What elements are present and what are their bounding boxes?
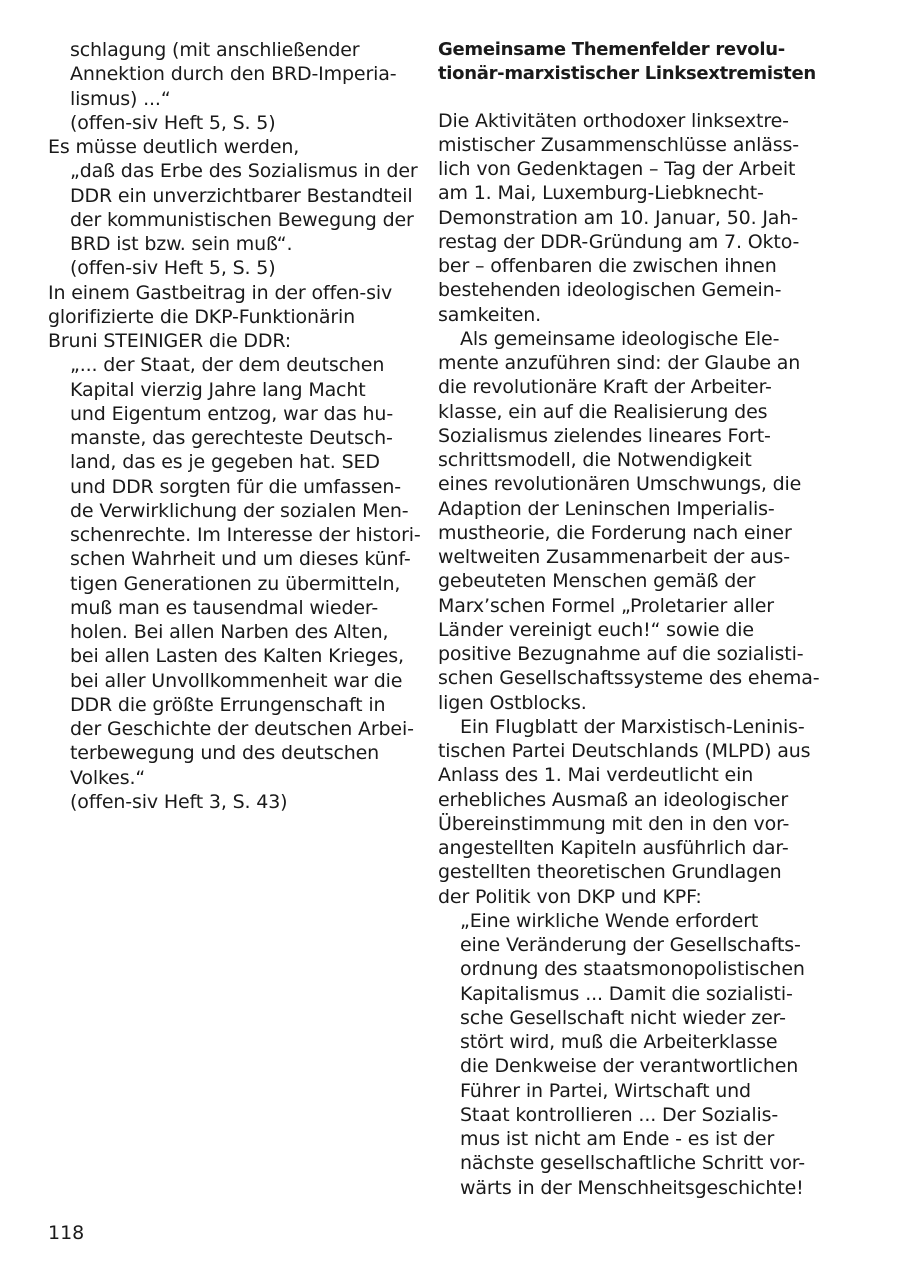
left-column-line: BRD ist bzw. sein muß“. [70, 233, 293, 255]
right-column-line: gebeuteten Menschen gemäß der [438, 570, 756, 593]
left-column-line: (offen-siv Heft 3, S. 43) [70, 790, 288, 813]
left-column-line: holen. Bei allen Narben des Alten, [70, 621, 389, 643]
right-column-line: Übereinstimmung mit den in den vor- [438, 812, 790, 835]
right-column-line: ber – offenbaren die zwischen ihnen [438, 255, 777, 277]
left-column-line: tigen Generationen zu übermitteln, [70, 572, 401, 595]
left-column-line: Es müsse deutlich werden, [48, 136, 300, 158]
right-column-line: positive Bezugnahme auf die sozialisti- [438, 643, 804, 665]
left-column-line: bei aller Unvollkommenheit war die [70, 669, 403, 692]
right-column-line: Anlass des 1. Mai verdeutlicht ein [438, 764, 754, 787]
right-column-line: mustheorie, die Forderung nach einer [438, 521, 792, 544]
right-column-line: klasse, ein auf die Realisierung des [438, 400, 768, 423]
right-column-line: Führer in Partei, Wirtschaft und [460, 1079, 751, 1102]
left-column-line: Volkes.“ [70, 766, 146, 789]
right-column-line: Demonstration am 10. Januar, 50. Jah- [438, 206, 798, 229]
section-heading-line: Gemeinsame Themenfelder revolu- [438, 39, 785, 60]
left-column-line: schenrechte. Im Interesse der histori- [70, 524, 421, 546]
left-column-line: Annektion durch den BRD-Imperia- [70, 63, 397, 86]
left-column-line: terbewegung und des deutschen [70, 742, 380, 765]
right-column-line: mente anzuführen sind: der Glaube an [438, 352, 801, 374]
right-column-line: Sozialismus zielendes lineares Fort- [438, 424, 771, 447]
left-column-line: In einem Gastbeitrag in der offen-siv [48, 281, 393, 304]
right-column-line: Marx’schen Formel „Proletarier aller [438, 594, 774, 617]
left-column-line: Kapital vierzig Jahre lang Macht [70, 378, 366, 401]
left-column-line: land, das es je gegeben hat. SED [70, 451, 380, 474]
right-column-line: mistischer Zusammenschlüsse anläss- [438, 133, 799, 156]
right-column-line: „Eine wirkliche Wende erfordert [460, 909, 759, 932]
right-column-line: weltweiten Zusammenarbeit der aus- [438, 546, 790, 568]
right-column-line: am 1. Mai, Luxemburg-Liebknecht- [438, 182, 764, 205]
right-column-line: eine Veränderung der Gesellschafts- [460, 934, 801, 956]
right-column-line: stört wird, muß die Arbeiterklasse [460, 1031, 778, 1053]
left-column-line: der Geschichte der deutschen Arbei- [70, 718, 414, 740]
section-heading [438, 38, 816, 87]
right-column-line: ligen Ostblocks. [438, 691, 587, 714]
right-column [438, 38, 820, 1200]
left-column-line: „... der Staat, der dem deutschen [70, 354, 385, 377]
left-column-line: muß man es tausendmal wieder- [70, 596, 379, 619]
left-column-line: lismus) ...“ [70, 87, 171, 110]
right-column-line: samkeiten. [438, 303, 542, 326]
right-column-line: restag der DDR-Gründung am 7. Okto- [438, 230, 800, 253]
left-column-line: DDR die größte Errungenschaft in [70, 693, 386, 716]
left-column [48, 38, 421, 814]
left-column-line: der kommunistischen Bewegung der [70, 208, 414, 231]
right-column-line: der Politik von DKP und KPF: [438, 885, 702, 908]
left-column-line: schen Wahrheit und um dieses künf- [70, 548, 411, 571]
right-column-line: Ein Flugblatt der Marxistisch-Leninis- [460, 715, 805, 738]
left-column-line: (offen-siv Heft 5, S. 5) [70, 257, 276, 280]
left-column-line: DDR ein unverzichtbarer Bestandteil [70, 184, 413, 207]
right-column-line: Staat kontrollieren ... Der Sozialis- [460, 1103, 779, 1126]
right-column-line: mus ist nicht am Ende - es ist der [460, 1128, 775, 1150]
left-column-line: manste, das gerechteste Deutsch- [70, 427, 393, 449]
right-column-line: gestellten theoretischen Grundlagen [438, 861, 782, 884]
right-column-line: Länder vereinigt euch!“ sowie die [438, 618, 754, 641]
right-column-line: eines revolutionären Umschwungs, die [438, 473, 802, 496]
page-number: 118 [48, 1222, 85, 1244]
left-column-line: schlagung (mit anschließender [70, 39, 360, 61]
right-column-line: sche Gesellschaft nicht wieder zer- [460, 1006, 786, 1029]
left-column-line: und DDR sorgten für die umfassen- [70, 475, 401, 498]
right-column-line: angestellten Kapiteln ausführlich dar- [438, 837, 789, 859]
left-column-line: Bruni STEINIGER die DDR: [48, 330, 292, 352]
right-column-line: die revolutionäre Kraft der Arbeiter- [438, 376, 772, 399]
left-column-line: glorifizierte die DKP-Funktionärin [48, 305, 356, 328]
right-column-line: lich von Gedenktagen – Tag der Arbeit [438, 158, 796, 180]
left-column-line: (offen-siv Heft 5, S. 5) [70, 111, 276, 134]
left-column-line: de Verwirklichung der sozialen Men- [70, 499, 409, 522]
right-column-line: bestehenden ideologischen Gemein- [438, 279, 782, 302]
right-column-line: Adaption der Leninschen Imperialis- [438, 497, 775, 520]
right-column-line: Kapitalismus ... Damit die sozialisti- [460, 982, 793, 1005]
left-column-line: „daß das Erbe des Sozialismus in der [70, 160, 418, 183]
right-column-line: erhebliches Ausmaß an ideologischer [438, 788, 788, 811]
left-column-line: und Eigentum entzog, war das hu- [70, 402, 394, 425]
right-column-line: tischen Partei Deutschlands (MLPD) aus [438, 740, 811, 762]
right-body [438, 109, 820, 1200]
right-column-line: Als gemeinsame ideologische Ele- [460, 327, 780, 350]
right-column-line: Die Aktivitäten orthodoxer linksextre- [438, 109, 789, 132]
left-column-line: bei allen Lasten des Kalten Krieges, [70, 645, 404, 668]
right-column-line: nächste gesellschaftliche Schritt vor- [460, 1152, 805, 1175]
right-column-line: wärts in der Menschheitsgeschichte! [460, 1176, 804, 1199]
right-column-line: die Denkweise der verantwortlichen [460, 1055, 799, 1078]
section-heading-line: tionär-marxistischer Linksextremisten [438, 63, 816, 85]
right-column-line: schen Gesellschaftssysteme des ehema- [438, 667, 820, 690]
heading-gap [438, 87, 798, 109]
right-column-line: ordnung des staatsmonopolistischen [460, 958, 805, 981]
right-column-line: schrittsmodell, die Notwendigkeit [438, 449, 752, 471]
